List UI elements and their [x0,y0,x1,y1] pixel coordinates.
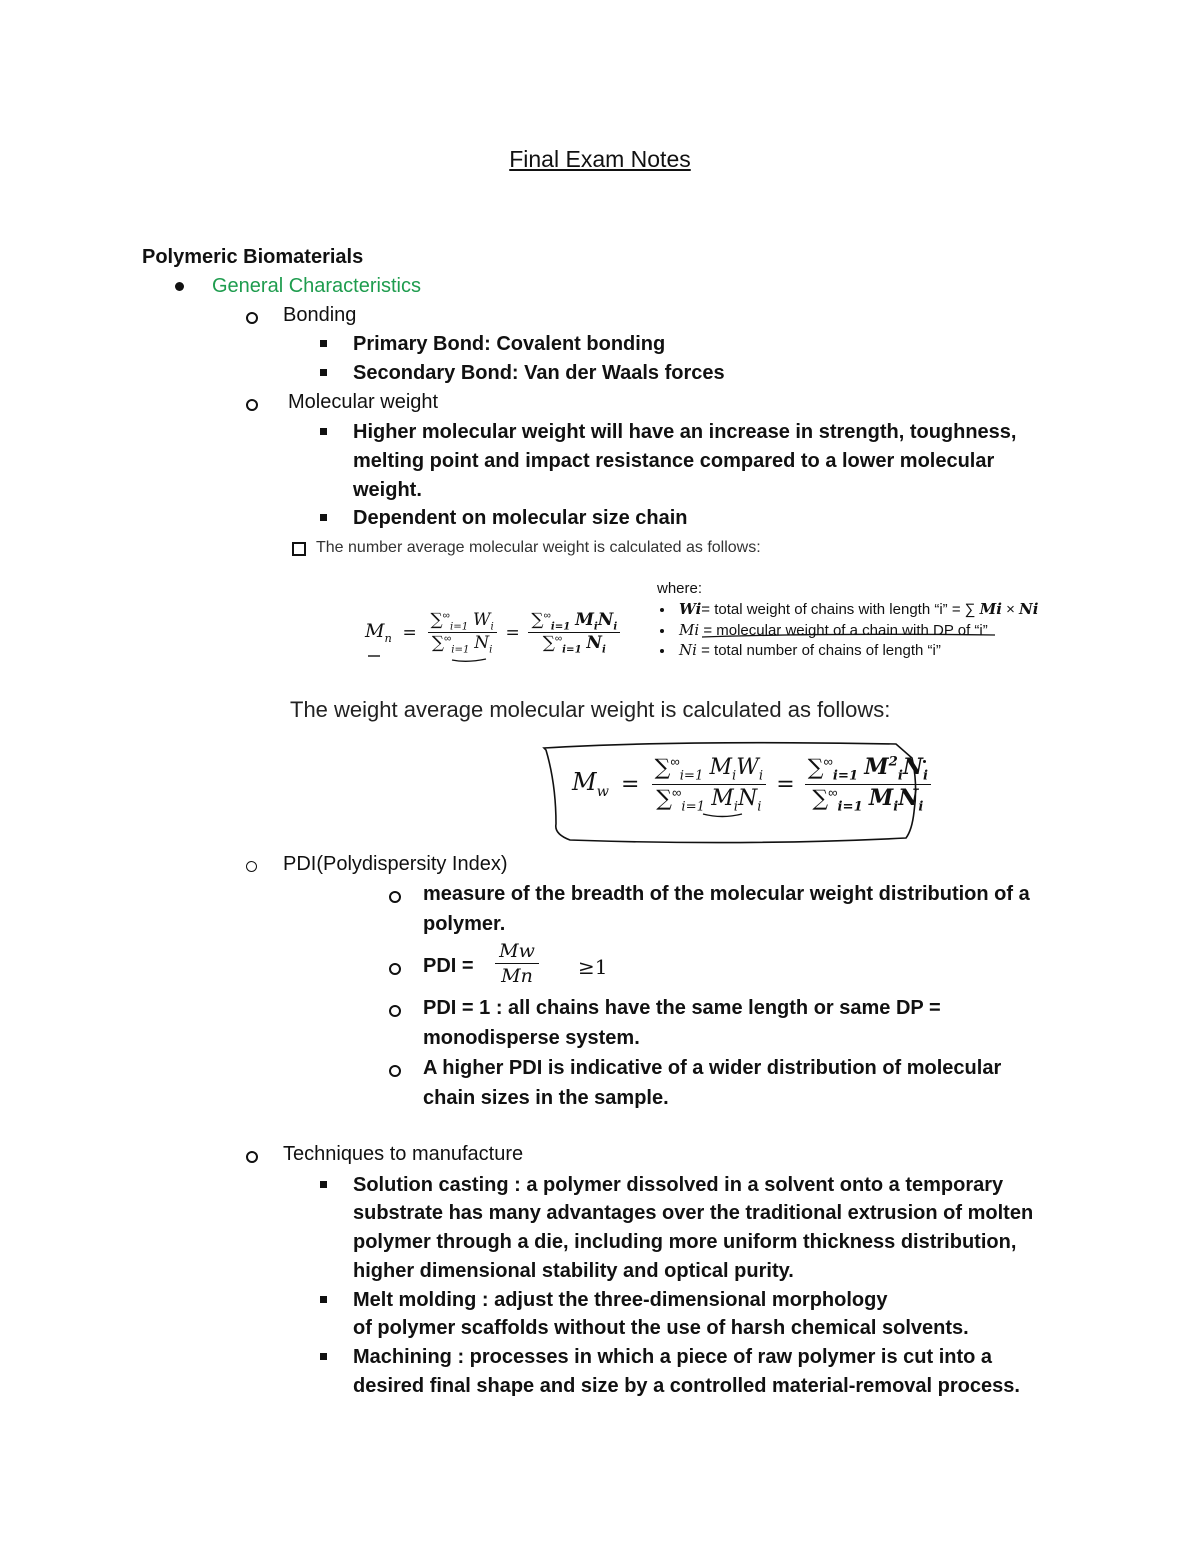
bullet-ring-icon [389,1065,401,1077]
list-item-line: A higher PDI is indicative of a wider distribution of molecular [423,1057,1002,1079]
bullet-square-icon [320,428,327,435]
bullet-dot-icon [660,608,664,612]
dot-mark [923,760,926,763]
list-item-line: Melt molding : adjust the three-dimensional morphology [353,1289,888,1311]
number-average-intro: The number average molecular weight is calculated as follows: [316,539,761,556]
bonding-label: Bonding [283,304,357,326]
weight-average-intro: The weight average molecular weight is calculated as follows: [290,697,891,722]
list-item-line: Solution casting : a polymer dissolved in a solvent onto a temporary [353,1174,1004,1196]
where-label: where: [657,580,703,597]
bullet-square-icon [320,369,327,376]
mn-formula: $M_n$ = $\frac{\sum^\infty_{i=1} W_i}{\sum^\infty_{i=1} N_i}$ = $\frac{\sum^\infty_{i=1} M_iN_i}{\sum^\infty_{i=1} N_i}$ [365,610,620,656]
bullet-dot-icon [660,649,664,653]
bullet-ring-icon [246,1151,258,1163]
list-item-line: of polymer scaffolds without the use of harsh chemical solvents. [353,1317,969,1339]
where-item-mi: Mi = molecular weight of a chain with DP of “i” [679,621,988,639]
list-item-line: higher dimensional stability and optical purity. [353,1260,794,1282]
list-item-line: polymer. [423,913,506,935]
list-item: Primary Bond: Covalent bonding [353,333,666,355]
where-item-wi: Wi= total weight of chains with length “i” = ∑ Mi × Ni [679,600,1039,618]
pdi-equation-label: PDI = [423,955,474,977]
mw-formula: $M_w$ = $\frac{\sum^\infty_{i=1} M_iW_i}{\sum^\infty_{i=1} M_iN_i}$ = $\frac{\sum^\infty_{i=1} M^2_iN_i}{\sum^\infty_{i=1} M_iN_i}$ [572,754,931,814]
subsection-heading: General Characteristics [212,275,421,297]
bullet-square-icon [320,514,327,521]
section-heading: Polymeric Biomaterials [142,246,364,268]
list-item-line: weight. [353,479,422,501]
checkbox-bullet-icon [292,542,306,556]
bullet-ring-icon [389,891,401,903]
pdi-fraction: Mw Mn [495,940,539,987]
bullet-dot-icon [175,282,184,291]
list-item-line: Machining : processes in which a piece of raw polymer is cut into a [353,1346,993,1368]
bullet-ring-icon [246,861,257,872]
list-item-line: Higher molecular weight will have an increase in strength, toughness, [353,421,1017,443]
handwritten-underline [362,650,492,666]
bullet-square-icon [320,340,327,347]
bullet-square-icon [320,1296,327,1303]
list-item-line: chain sizes in the sample. [423,1087,669,1109]
techniques-label: Techniques to manufacture [283,1143,524,1165]
pdi-inequality: ≥1 [578,955,608,979]
list-item-line: substrate has many advantages over the traditional extrusion of molten [353,1202,1034,1224]
bullet-ring-icon [389,963,401,975]
bullet-ring-icon [389,1005,401,1017]
where-item-ni: Ni = total number of chains of length “i” [679,641,941,659]
list-item-line: measure of the breadth of the molecular weight distribution of a [423,883,1030,905]
list-item: Dependent on molecular size chain [353,507,688,529]
page-title: Final Exam Notes [509,146,691,172]
list-item-line: monodisperse system. [423,1027,640,1049]
bullet-ring-icon [246,399,258,411]
bullet-square-icon [320,1353,327,1360]
pdi-label: PDI(Polydispersity Index) [283,853,508,875]
bullet-square-icon [320,1181,327,1188]
list-item-line: desired final shape and size by a controlled material-removal process. [353,1375,1020,1397]
bullet-ring-icon [246,312,258,324]
list-item: Secondary Bond: Van der Waals forces [353,362,725,384]
handwritten-underline [700,810,750,820]
bullet-dot-icon [660,629,664,633]
molecular-weight-label: Molecular weight [288,391,439,413]
list-item-line: PDI = 1 : all chains have the same length or same DP = [423,997,941,1019]
list-item-line: polymer through a die, including more uniform thickness distribution, [353,1231,1017,1253]
list-item-line: melting point and impact resistance compared to a lower molecular [353,450,995,472]
